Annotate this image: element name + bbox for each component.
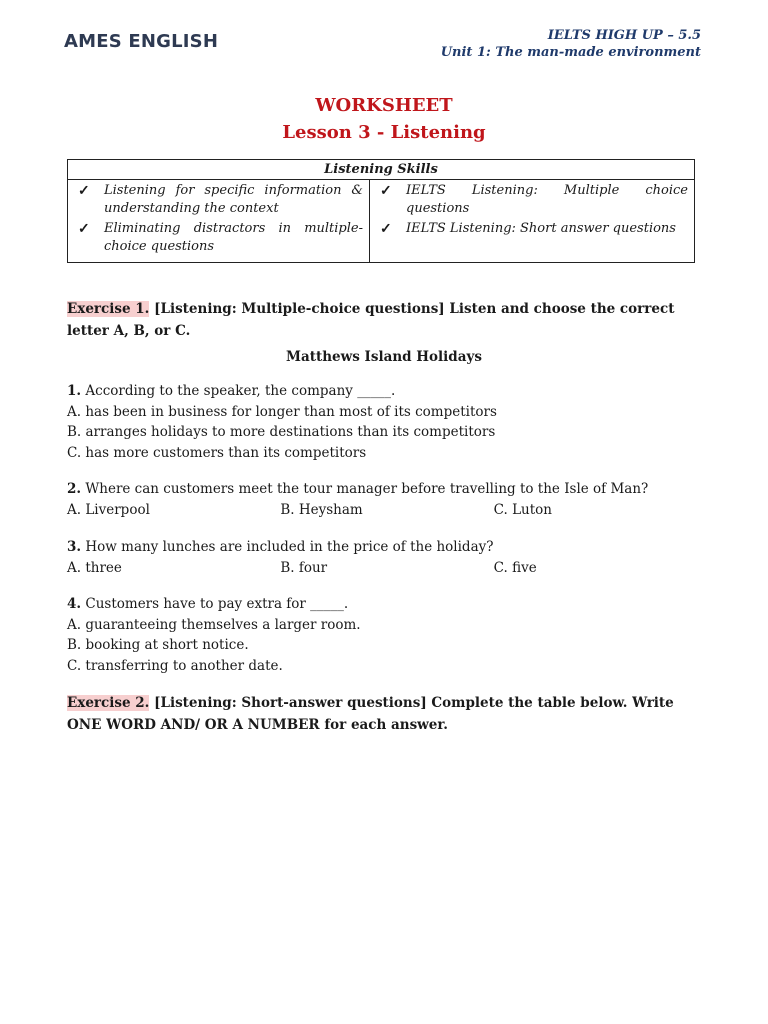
- answer-option: C. has more customers than its competitors: [67, 444, 367, 461]
- answer-option: A. Liverpool: [67, 501, 150, 518]
- exercise-2-instruction: [67, 692, 703, 736]
- answer-option: A. has been in business for longer than most of its competitors: [67, 403, 497, 420]
- question-number: 2.: [67, 481, 82, 497]
- skill-item: [380, 182, 688, 218]
- exercise-1-text: [Listening: Multiple-choice questions] Listen and choose the correct letter A, B, or C.: [67, 301, 675, 339]
- answer-option: C. five: [493, 559, 537, 576]
- question-number: 4.: [67, 596, 82, 612]
- question-3: [67, 537, 707, 578]
- answer-option: A. three: [67, 559, 122, 576]
- question-2: [67, 479, 707, 520]
- answer-option: B. arranges holidays to more destinations than its competitors: [67, 424, 496, 440]
- skill-item: [78, 220, 363, 256]
- skill-item: [380, 220, 688, 238]
- listening-skills-table: [67, 159, 695, 263]
- check-icon: ✓: [380, 183, 392, 199]
- question-number: 3.: [67, 539, 82, 555]
- exercise-1-subtitle: Matthews Island Holidays: [286, 349, 482, 365]
- skill-text: IELTS Listening: Multiple choice questions: [406, 183, 688, 216]
- check-icon: ✓: [78, 183, 90, 199]
- check-icon: ✓: [380, 221, 392, 237]
- lesson-title: Lesson 3 - Listening: [282, 122, 486, 143]
- skill-item: [78, 182, 363, 218]
- skill-text: Eliminating distractors in multiple-choice questions: [104, 221, 363, 254]
- exercise-2-label: Exercise 2.: [67, 695, 150, 711]
- question-1: [67, 381, 707, 463]
- answer-option: B. four: [280, 559, 328, 576]
- course-info: [441, 27, 701, 61]
- exercise-1-instruction: [67, 298, 703, 342]
- skills-table-heading: Listening Skills: [68, 160, 694, 180]
- question-text: How many lunches are included in the price of the holiday?: [85, 539, 494, 555]
- answer-option: B. Heysham: [280, 501, 363, 518]
- logo: AMES ENGLISH: [64, 31, 219, 52]
- question-text: Customers have to pay extra for _____.: [85, 596, 349, 612]
- skill-text: Listening for specific information & understanding the context: [104, 183, 363, 216]
- question-4: [67, 594, 707, 676]
- check-icon: ✓: [78, 221, 90, 237]
- unit-title: Unit 1: The man-made environment: [440, 45, 701, 60]
- answer-option: C. transferring to another date.: [67, 657, 283, 674]
- course-title: IELTS HIGH UP – 5.5: [547, 28, 701, 43]
- question-number: 1.: [67, 383, 82, 399]
- answer-option: C. Luton: [493, 501, 552, 518]
- answer-option: B. booking at short notice.: [67, 637, 249, 653]
- answer-option: A. guaranteeing themselves a larger room.: [67, 616, 361, 633]
- worksheet-title: WORKSHEET: [315, 95, 453, 116]
- skills-column-right: [370, 180, 694, 262]
- exercise-1-label: Exercise 1.: [67, 301, 150, 317]
- question-text: Where can customers meet the tour manager before travelling to the Isle of Man?: [85, 481, 649, 497]
- question-text: According to the speaker, the company _____.: [85, 383, 396, 399]
- skill-text: IELTS Listening: Short answer questions: [406, 221, 676, 236]
- exercise-2-text: [Listening: Short-answer questions] Complete the table below. Write ONE WORD AND/ OR A NUMBER for each answer.: [67, 695, 674, 733]
- skills-column-left: [68, 180, 370, 262]
